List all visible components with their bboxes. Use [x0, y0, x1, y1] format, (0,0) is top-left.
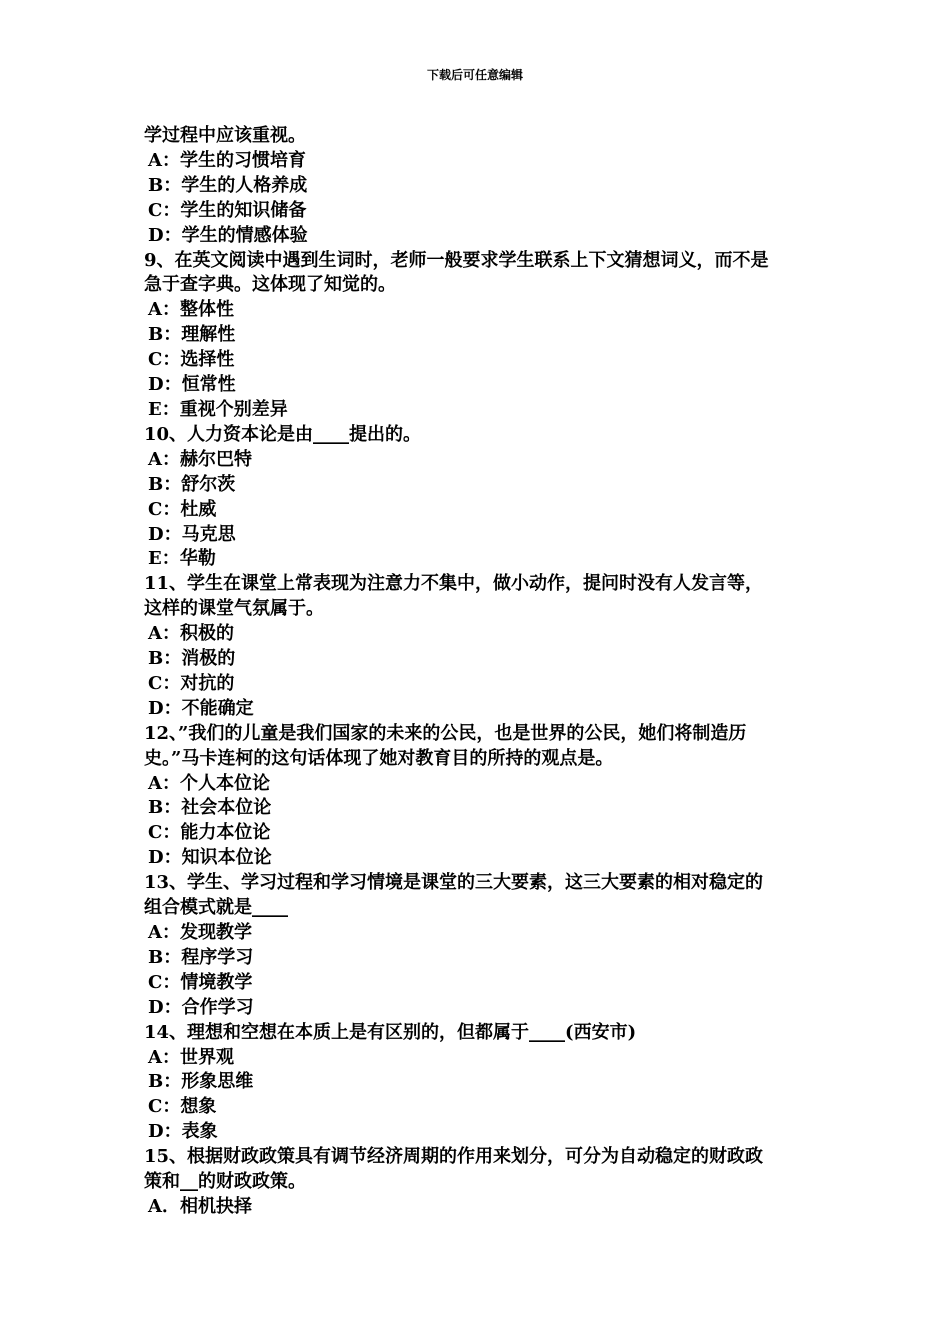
answer-option: C：杜威 [148, 498, 217, 520]
question-text-line: 史。”马卡连柯的这句话体现了她对教育目的所持的观点是。 [144, 747, 614, 769]
answer-option: D：不能确定 [148, 697, 254, 719]
question-text-line: 11、学生在课堂上常表现为注意力不集中，做小动作，提问时没有人发言等， [144, 573, 764, 595]
answer-option: E：华勒 [148, 548, 216, 570]
answer-option: B：程序学习 [148, 946, 254, 968]
question-text-line: 13、学生、学习过程和学习情境是课堂的三大要素，这三大要素的相对稳定的 [144, 872, 764, 894]
answer-option: C：情境教学 [148, 971, 253, 993]
answer-option: A：赫尔巴特 [148, 448, 252, 470]
question-text-line: 10、人力资本论是由____提出的。 [144, 423, 422, 445]
question-text-line: 9、在英文阅读中遇到生词时，老师一般要求学生联系上下文猜想词义，而不是 [144, 249, 769, 271]
answer-option: D：合作学习 [148, 996, 254, 1018]
answer-option: D：知识本位论 [148, 847, 272, 869]
answer-option: B：理解性 [148, 324, 236, 346]
answer-option: D：表象 [148, 1121, 218, 1143]
answer-option: A．相机抉择 [148, 1195, 252, 1217]
question-text-line: 14、理想和空想在本质上是有区别的，但都属于____(西安市) [144, 1021, 637, 1043]
answer-option: C：选择性 [148, 349, 235, 371]
answer-option: C：学生的知识储备 [148, 199, 307, 221]
answer-option: B：形象思维 [148, 1071, 254, 1093]
answer-option: A：积极的 [148, 623, 234, 645]
answer-option: A：整体性 [148, 299, 234, 321]
answer-option: D：马克思 [148, 523, 236, 545]
answer-option: A：世界观 [148, 1046, 234, 1068]
answer-option: D：恒常性 [148, 374, 236, 396]
page-header: 下载后可任意编辑 [426, 68, 523, 82]
answer-option: B：舒尔茨 [148, 473, 236, 495]
answer-option: C：想象 [148, 1096, 217, 1118]
answer-option: C：能力本位论 [148, 822, 271, 844]
question-content [144, 124, 824, 1220]
question-text-line: 12、”我们的儿童是我们国家的未来的公民，也是世界的公民，她们将制造历 [144, 722, 747, 744]
question-text-line: 15、根据财政政策具有调节经济周期的作用来划分，可分为自动稳定的财政政 [144, 1146, 764, 1168]
answer-option: B：学生的人格养成 [148, 174, 308, 196]
question-text-line: 组合模式就是____ [144, 897, 288, 919]
answer-option: B：社会本位论 [148, 797, 272, 819]
answer-option: A：个人本位论 [148, 772, 270, 794]
answer-option: D：学生的情感体验 [148, 224, 308, 246]
answer-option: B：消极的 [148, 648, 236, 670]
answer-option: C：对抗的 [148, 672, 235, 694]
answer-option: A：学生的习惯培育 [148, 149, 306, 171]
answer-option: A：发现教学 [148, 922, 252, 943]
question-text-line: 学过程中应该重视。 [144, 125, 306, 146]
question-text-line: 这样的课堂气氛属于。 [144, 598, 324, 620]
question-text-line: 急于查字典。这体现了知觉的。 [144, 274, 396, 296]
question-text-line: 策和__的财政政策。 [144, 1171, 306, 1193]
answer-option: E：重视个别差异 [148, 398, 288, 420]
